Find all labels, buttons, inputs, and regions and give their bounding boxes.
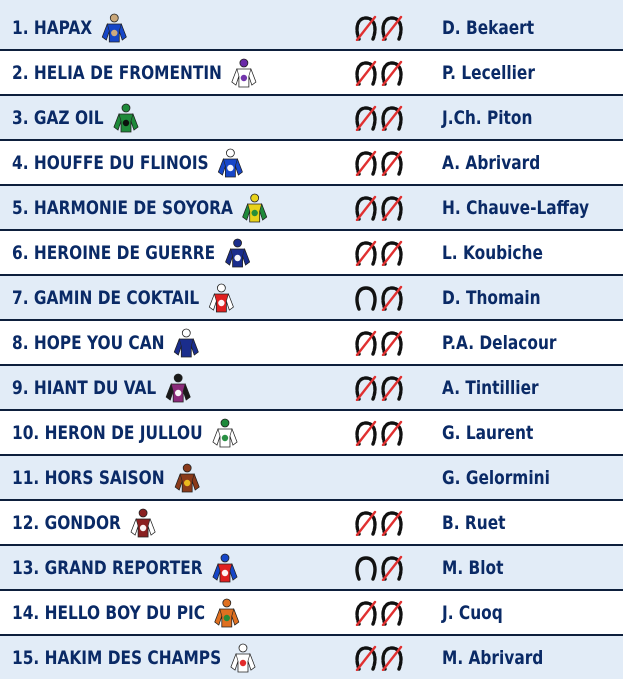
- horseshoe-removed-icon: [381, 240, 403, 266]
- horseshoe-removed-icon: [381, 600, 403, 626]
- horseshoe-removed-icon: [381, 330, 403, 356]
- horseshoe-removed-icon: [381, 195, 403, 221]
- runner-row[interactable]: [0, 636, 623, 679]
- shoeing-status: [355, 186, 403, 229]
- jockey-name: G. Laurent: [442, 421, 534, 444]
- runner-name-cell: [12, 141, 243, 184]
- jockey-name: A. Tintillier: [442, 376, 539, 399]
- jockey-silks-icon: [128, 508, 158, 538]
- runner-name-cell: [12, 51, 256, 94]
- runner-name: 9. HIANT DU VAL: [12, 376, 157, 399]
- shoeing-status: [355, 276, 403, 319]
- runner-row[interactable]: [0, 456, 623, 501]
- runner-name-cell: [12, 186, 267, 229]
- jockey-name: B. Ruet: [442, 511, 506, 534]
- horseshoe-removed-icon: [355, 105, 377, 131]
- runner-name-cell: [12, 321, 199, 364]
- shoeing-status: [355, 546, 403, 589]
- horseshoe-removed-icon: [381, 60, 403, 86]
- runner-name-cell: [12, 96, 138, 139]
- jockey-silks-icon: [111, 103, 141, 133]
- horseshoe-removed-icon: [355, 195, 377, 221]
- jockey-name: D. Thomain: [442, 286, 541, 309]
- jockey-silks-icon: [228, 643, 258, 673]
- runner-name-cell: [12, 366, 190, 409]
- runner-name: 14. HELLO BOY DU PIC: [12, 601, 205, 624]
- jockey-silks-icon: [206, 283, 236, 313]
- shoeing-status: [355, 51, 403, 94]
- horseshoe-removed-icon: [355, 15, 377, 41]
- jockey-name: J. Cuoq: [442, 601, 503, 624]
- runner-name-cell: [12, 411, 237, 454]
- horseshoe-removed-icon: [355, 150, 377, 176]
- runner-name-cell: [12, 636, 255, 679]
- jockey-silks-icon: [99, 13, 129, 43]
- horseshoe-icon: [355, 285, 377, 311]
- horseshoe-removed-icon: [381, 420, 403, 446]
- jockey-silks-icon: [216, 148, 246, 178]
- shoeing-status: [355, 231, 403, 274]
- runner-name: 1. HAPAX: [12, 16, 93, 39]
- jockey-name: L. Koubiche: [442, 241, 543, 264]
- horseshoe-removed-icon: [381, 375, 403, 401]
- horseshoe-removed-icon: [381, 105, 403, 131]
- shoeing-status: [355, 591, 403, 634]
- horseshoe-removed-icon: [381, 15, 403, 41]
- jockey-silks-icon: [240, 193, 270, 223]
- runner-name: 10. HERON DE JULLOU: [12, 421, 203, 444]
- jockey-name: M. Blot: [442, 556, 504, 579]
- runner-row[interactable]: [0, 51, 623, 96]
- jockey-silks-icon: [229, 58, 259, 88]
- runner-row[interactable]: [0, 186, 623, 231]
- runner-row[interactable]: [0, 411, 623, 456]
- horseshoe-removed-icon: [381, 645, 403, 671]
- jockey-name: P.A. Delacour: [442, 331, 557, 354]
- runner-name: 13. GRAND REPORTER: [12, 556, 203, 579]
- runner-row[interactable]: [0, 231, 623, 276]
- shoeing-status: [355, 501, 403, 544]
- jockey-silks-icon: [210, 553, 240, 583]
- shoeing-status: [355, 96, 403, 139]
- shoeing-status: [355, 321, 403, 364]
- jockey-name: J.Ch. Piton: [442, 106, 533, 129]
- horseshoe-removed-icon: [381, 285, 403, 311]
- jockey-name: A. Abrivard: [442, 151, 541, 174]
- horseshoe-removed-icon: [381, 150, 403, 176]
- runner-name-cell: [12, 231, 249, 274]
- runner-row[interactable]: [0, 6, 623, 51]
- jockey-name: H. Chauve-Laffay: [442, 196, 590, 219]
- runner-row[interactable]: [0, 141, 623, 186]
- horseshoe-removed-icon: [355, 375, 377, 401]
- runner-name: 8. HOPE YOU CAN: [12, 331, 165, 354]
- jockey-silks-icon: [222, 238, 252, 268]
- jockey-silks-icon: [172, 463, 202, 493]
- runner-list: [0, 6, 623, 679]
- jockey-name: P. Lecellier: [442, 61, 535, 84]
- runner-name: 12. GONDOR: [12, 511, 121, 534]
- runner-name: 3. GAZ OIL: [12, 106, 104, 129]
- horseshoe-removed-icon: [355, 240, 377, 266]
- runner-name: 6. HEROINE DE GUERRE: [12, 241, 216, 264]
- horseshoe-removed-icon: [355, 600, 377, 626]
- runner-row[interactable]: [0, 321, 623, 366]
- runner-name-cell: [12, 276, 233, 319]
- shoeing-status: [355, 6, 403, 49]
- shoeing-status: [355, 366, 403, 409]
- horseshoe-removed-icon: [355, 645, 377, 671]
- jockey-silks-icon: [212, 598, 242, 628]
- horseshoe-removed-icon: [355, 330, 377, 356]
- horseshoe-removed-icon: [355, 420, 377, 446]
- runner-name: 4. HOUFFE DU FLINOIS: [12, 151, 209, 174]
- runner-name-cell: [12, 6, 126, 49]
- jockey-silks-icon: [210, 418, 240, 448]
- horseshoe-removed-icon: [355, 60, 377, 86]
- runner-name-cell: [12, 546, 237, 589]
- runner-name: 2. HELIA DE FROMENTIN: [12, 61, 222, 84]
- jockey-silks-icon: [163, 373, 193, 403]
- runner-row[interactable]: [0, 276, 623, 321]
- shoeing-status: [355, 636, 403, 679]
- runner-row[interactable]: [0, 546, 623, 591]
- jockey-name: M. Abrivard: [442, 646, 544, 669]
- runner-name-cell: [12, 501, 155, 544]
- runner-name: 7. GAMIN DE COKTAIL: [12, 286, 200, 309]
- shoeing-status: [355, 141, 403, 184]
- runner-name: 15. HAKIM DES CHAMPS: [12, 646, 222, 669]
- runner-name-cell: [12, 591, 239, 634]
- runner-name: 5. HARMONIE DE SOYORA: [12, 196, 233, 219]
- runner-row[interactable]: [0, 501, 623, 546]
- horseshoe-removed-icon: [355, 510, 377, 536]
- runner-row[interactable]: [0, 96, 623, 141]
- runner-name-cell: [12, 456, 199, 499]
- horseshoe-removed-icon: [381, 510, 403, 536]
- horseshoe-removed-icon: [381, 555, 403, 581]
- jockey-name: D. Bekaert: [442, 16, 535, 39]
- runner-row[interactable]: [0, 366, 623, 411]
- runner-row[interactable]: [0, 591, 623, 636]
- runner-name: 11. HORS SAISON: [12, 466, 165, 489]
- horseshoe-icon: [355, 555, 377, 581]
- shoeing-status: [355, 411, 403, 454]
- jockey-silks-icon: [172, 328, 202, 358]
- jockey-name: G. Gelormini: [442, 466, 550, 489]
